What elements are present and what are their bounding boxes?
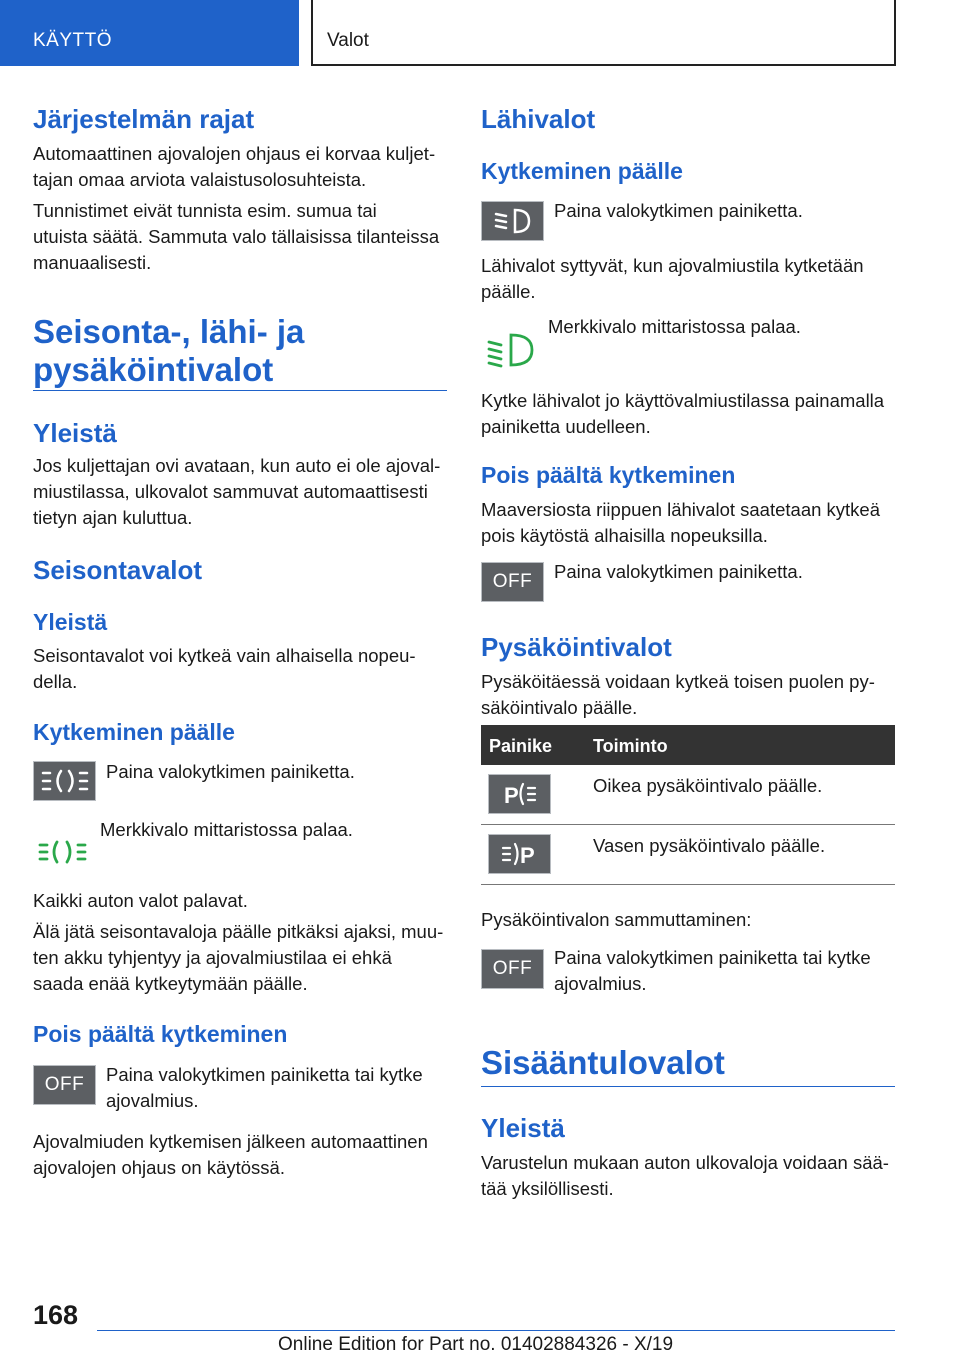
topic-label: Valot bbox=[327, 30, 369, 51]
svg-text:P: P bbox=[503, 783, 519, 808]
title-rule bbox=[33, 390, 447, 391]
footer-rule bbox=[97, 1330, 895, 1331]
parking-light-button[interactable] bbox=[33, 761, 96, 801]
page-number: 168 bbox=[33, 1300, 79, 1330]
table-row bbox=[481, 765, 895, 825]
paragraph: Pysäköitäessä voidaan kytkeä toisen puolen py- säköintivalo päälle. bbox=[481, 671, 875, 718]
section-title-general: Yleistä bbox=[481, 1113, 565, 1143]
off-button[interactable] bbox=[33, 1065, 96, 1105]
section-title-limits: Järjestelmän rajat bbox=[33, 104, 255, 134]
edition-text: Online Edition for Part no. 01402884326 - X/19 bbox=[278, 1334, 674, 1355]
chapter-title: Seisonta-, lähi- ja pysäköintivalot bbox=[33, 313, 305, 388]
title-rule bbox=[481, 1086, 895, 1087]
left-parking-light-button[interactable] bbox=[488, 834, 551, 874]
subsection-title-switch-on: Kytkeminen päälle bbox=[33, 719, 235, 745]
section-title-low-beam: Lähivalot bbox=[481, 104, 596, 134]
paragraph: Maaversiosta riippuen lähivalot saatetaan kytkeä pois käytöstä alhaisilla nopeuksilla. bbox=[481, 499, 881, 546]
paragraph: Älä jätä seisontavaloja päälle pitkäksi ajaksi, muu- ten akku tyhjentyy ja ajovalmiustilaa ei ehkä saada enää kytkeytymään päälle. bbox=[33, 921, 444, 994]
low-beam-icon bbox=[493, 207, 533, 235]
column-header: Painike bbox=[489, 736, 553, 756]
button-instruction: Paina valokytkimen painiketta. bbox=[554, 200, 803, 221]
right-parking-light-icon bbox=[500, 780, 540, 808]
parking-light-table bbox=[481, 725, 895, 885]
paragraph: Kytke lähivalot jo käyttövalmiustilassa painamalla painiketta uudelleen. bbox=[481, 390, 885, 437]
indicator-text: Merkkivalo mittaristossa palaa. bbox=[100, 819, 353, 840]
paragraph: Ajovalmiuden kytkemisen jälkeen automaattinen ajovalojen ohjaus on käytössä. bbox=[33, 1131, 428, 1178]
right-parking-light-button[interactable] bbox=[488, 774, 551, 814]
low-beam-indicator bbox=[481, 330, 541, 370]
parking-light-icon bbox=[41, 767, 89, 795]
section-tab bbox=[0, 0, 299, 66]
subsection-title-switch-off: Pois päältä kytkeminen bbox=[33, 1021, 288, 1047]
off-button[interactable] bbox=[481, 562, 544, 602]
indicator-text: Merkkivalo mittaristossa palaa. bbox=[548, 316, 801, 337]
subsection-title-switch-off: Pois päältä kytkeminen bbox=[481, 462, 736, 488]
table-cell: Oikea pysäköintivalo päälle. bbox=[593, 775, 823, 796]
table-row bbox=[481, 825, 895, 885]
left-parking-light-icon bbox=[500, 840, 540, 868]
section-title-parking-lights: Seisontavalot bbox=[33, 555, 203, 585]
button-instruction: Paina valokytkimen painiketta. bbox=[106, 761, 355, 782]
off-label: OFF bbox=[492, 958, 533, 979]
off-label: OFF bbox=[492, 571, 533, 592]
button-instruction: Paina valokytkimen painiketta tai kytke ajovalmius. bbox=[106, 1064, 423, 1111]
low-beam-button[interactable] bbox=[481, 201, 544, 241]
parking-light-indicator-icon bbox=[37, 839, 89, 865]
paragraph: Seisontavalot voi kytkeä vain alhaisella nopeu- della. bbox=[33, 645, 416, 692]
button-instruction: Paina valokytkimen painiketta. bbox=[554, 561, 803, 582]
section-title-parking: Pysäköintivalot bbox=[481, 632, 672, 662]
paragraph: Jos kuljettajan ovi avataan, kun auto ei ole ajoval- miustilassa, ulkovalot sammuvat automaattisesti tietyn ajan kuluttua. bbox=[33, 455, 441, 528]
section-label: KÄYTTÖ bbox=[33, 30, 113, 51]
paragraph: Varustelun mukaan auton ulkovaloja voidaan sää- tää yksilöllisesti. bbox=[481, 1152, 889, 1199]
svg-text:P: P bbox=[519, 843, 535, 868]
section-title-general: Yleistä bbox=[33, 418, 117, 448]
off-button[interactable] bbox=[481, 949, 544, 989]
topic-tab bbox=[311, 0, 896, 66]
paragraph: Automaattinen ajovalojen ohjaus ei korvaa kuljet- tajan omaa arviota valaistusolosuhteista. bbox=[33, 143, 436, 190]
paragraph: Kaikki auton valot palavat. bbox=[33, 890, 248, 911]
paragraph: Lähivalot syttyvät, kun ajovalmiustila kytketään päälle. bbox=[481, 255, 864, 302]
table-header bbox=[481, 725, 895, 765]
parking-light-indicator bbox=[33, 832, 93, 872]
subsection-title-general: Yleistä bbox=[33, 609, 108, 635]
off-label: OFF bbox=[44, 1074, 85, 1095]
paragraph: Tunnistimet eivät tunnista esim. sumua tai utuista säätä. Sammuta valo tällaisissa tilanteissa manuaalisesti. bbox=[33, 200, 440, 273]
table-cell: Vasen pysäköintivalo päälle. bbox=[593, 835, 826, 856]
paragraph: Pysäköintivalon sammuttaminen: bbox=[481, 909, 752, 930]
chapter-title: Sisääntulovalot bbox=[481, 1044, 725, 1081]
low-beam-indicator-icon bbox=[486, 331, 536, 369]
column-header: Toiminto bbox=[593, 736, 668, 756]
subsection-title-switch-on: Kytkeminen päälle bbox=[481, 158, 683, 184]
button-instruction: Paina valokytkimen painiketta tai kytke ajovalmius. bbox=[554, 947, 871, 994]
